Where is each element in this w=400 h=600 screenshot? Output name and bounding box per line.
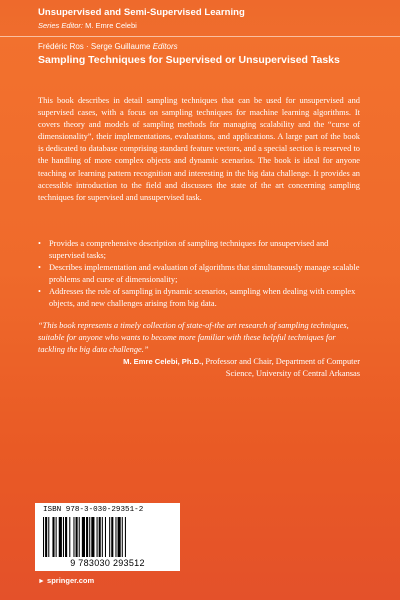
barcode-bar bbox=[111, 517, 113, 557]
bullet-icon: • bbox=[38, 263, 41, 273]
bullet-icon: • bbox=[38, 287, 41, 297]
arrow-right-icon: ► bbox=[38, 578, 45, 585]
series-editor-name: M. Emre Celebi bbox=[85, 21, 137, 30]
feature-list bbox=[38, 238, 360, 311]
bullet-icon: • bbox=[38, 239, 41, 248]
series-title: Unsupervised and Semi-Supervised Learning bbox=[38, 7, 245, 18]
feature-item bbox=[38, 262, 360, 286]
barcode-bar bbox=[125, 517, 126, 557]
series-editor-label: Series Editor: bbox=[38, 21, 84, 30]
barcode-bar bbox=[82, 517, 85, 557]
publisher-link[interactable] bbox=[38, 576, 94, 585]
barcode-bar bbox=[91, 517, 94, 557]
barcode-bar bbox=[97, 517, 98, 557]
quote-attribution bbox=[110, 356, 360, 380]
barcode-bar bbox=[73, 517, 74, 557]
barcode-bar bbox=[86, 517, 88, 557]
barcode-bar bbox=[102, 517, 103, 557]
barcode-bar bbox=[109, 517, 110, 557]
barcode-bar bbox=[118, 517, 121, 557]
barcode-bar bbox=[69, 517, 70, 557]
review-quote: “This book represents a timely collection of state-of-the art research of sampling techniques, suitable for anyone who wants to become more familiar with these helpful techniques for tackling the big data challenge.” bbox=[38, 321, 349, 355]
barcode-bar bbox=[79, 517, 80, 557]
book-title: Sampling Techniques for Supervised or Unsupervised Tasks bbox=[38, 54, 340, 66]
editors-label: Editors bbox=[152, 42, 178, 51]
feature-item bbox=[38, 238, 360, 262]
barcode-bar bbox=[52, 517, 54, 557]
barcode-bar bbox=[59, 517, 62, 557]
isbn-digits: 9 783030 293512 bbox=[70, 558, 145, 568]
publisher-url: springer.com bbox=[47, 576, 95, 585]
barcode-bar bbox=[48, 517, 49, 557]
barcode-bars bbox=[43, 517, 172, 557]
header-divider bbox=[0, 36, 400, 37]
feature-item bbox=[38, 286, 360, 310]
barcode-bar bbox=[45, 517, 47, 557]
barcode-bar bbox=[76, 517, 78, 557]
series-header bbox=[0, 0, 400, 36]
barcode-bar bbox=[63, 517, 64, 557]
isbn-barcode bbox=[35, 503, 180, 571]
barcode-bar bbox=[56, 517, 57, 557]
reviewer-name: M. Emre Celebi, Ph.D., bbox=[123, 357, 204, 366]
feature-text: Addresses the role of sampling in dynamic scenarios, sampling when dealing with complex objects, and new challenges arising from big data. bbox=[49, 287, 356, 309]
barcode-bar bbox=[65, 517, 67, 557]
barcode-bar bbox=[89, 517, 90, 557]
editors-names: Frédéric Ros · Serge Guillaume bbox=[38, 42, 151, 51]
feature-text: Provides a comprehensive description of sampling techniques for unsupervised and supervised tasks; bbox=[49, 239, 329, 261]
reviewer-role: Professor and Chair, Department of Computer Science, University of Central Arkansas bbox=[205, 357, 360, 379]
barcode-bar bbox=[105, 517, 106, 557]
book-editors bbox=[38, 42, 178, 51]
isbn-label: ISBN 978-3-030-29351-2 bbox=[43, 506, 144, 514]
series-editor bbox=[38, 21, 137, 30]
barcode-bar bbox=[43, 517, 44, 557]
feature-text: Describes implementation and evaluation of algorithms that simultaneously manage scalable problems and curse of dimensionality; bbox=[49, 263, 360, 285]
barcode-bar bbox=[122, 517, 123, 557]
barcode-bar bbox=[99, 517, 101, 557]
book-description: This book describes in detail sampling techniques that can be used for unsupervised and supervised cases, with a focus on sampling techniques for machine learning algorithms. It covers theory and models of sampling methods for managing scalability and the “curse of dimensionality”, their implementations, evaluations, and applications. A large part of the book is dedicated to database comprising standard feature vectors, and a special section is reserved to the handling of more complex objects and dynamic scenarios. The book is ideal for anyone teaching or learning pattern recognition and interesting in the big data challenge. It provides an accessible introduction to the field and discusses the state of the art concerning sampling techniques for supervised and unsupervised task. bbox=[38, 96, 360, 202]
barcode-bar bbox=[115, 517, 116, 557]
